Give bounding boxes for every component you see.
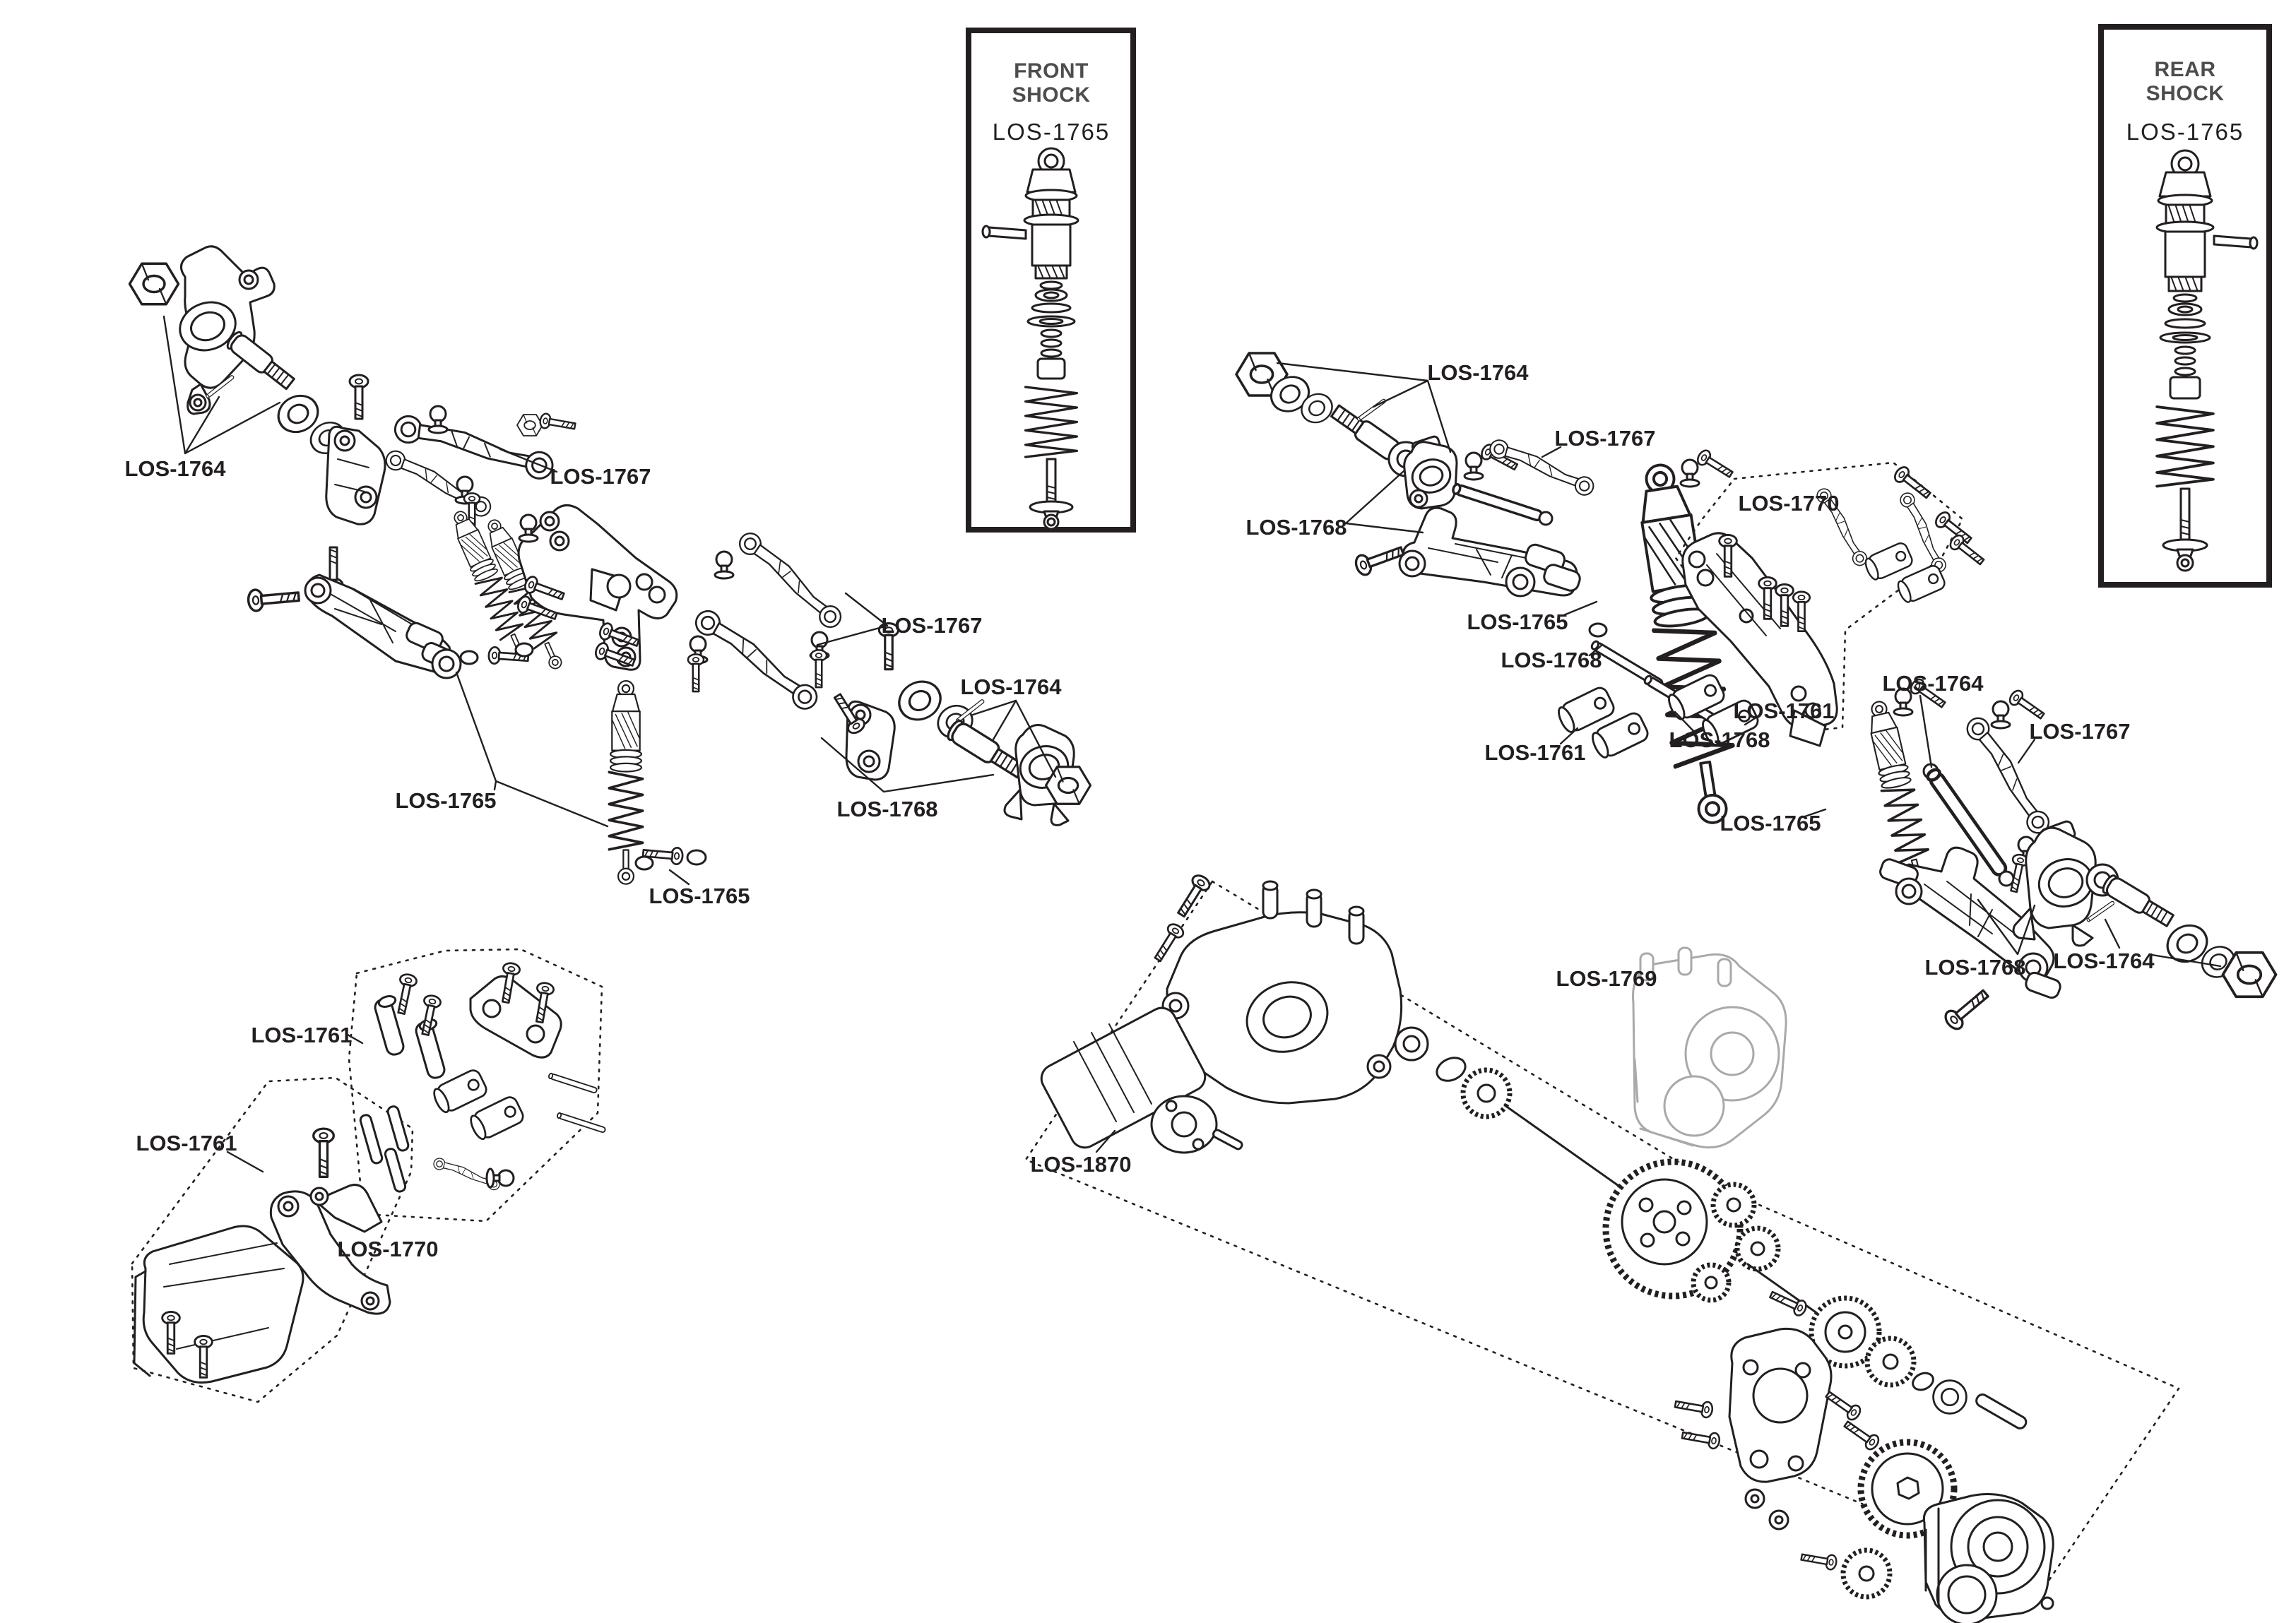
part-label-pivot-block-left: LOS-1761 [1484,740,1586,765]
camber-link [381,448,495,519]
part-label-transmission: LOS-1769 [1556,966,1657,991]
rocker-block [1895,564,1947,605]
hinge-pin [548,1073,598,1093]
part-label-front-hub-set: LOS-1768 [836,797,938,821]
wheel-nut [130,263,179,304]
ball-stud [487,1169,514,1187]
part-label-rear-shock-right: LOS-1765 [1720,811,1821,836]
part-label-skid-plate: LOS-1761 [136,1131,237,1155]
screw [350,375,368,419]
screw [1842,1417,1881,1451]
body-post-standoffs [360,973,446,1193]
plate-screw [1674,1396,1714,1418]
skid-plate [134,1226,303,1383]
pivot-block [468,1095,526,1142]
steering-link [733,529,848,631]
front-shock [609,681,643,884]
washer [516,643,533,656]
screw [811,650,827,687]
plate-screw [1681,1427,1721,1449]
front-shock-tower [516,505,676,670]
part-labels [124,360,2155,1261]
part-label-rear-right-arm: LOS-1768 [1924,955,2026,980]
arm-mount-bracket [431,962,606,1191]
wheel-nut [2223,953,2276,997]
part-label-rear-tower-group: LOS-1770 [1738,491,1840,516]
rocker-block [1863,541,1915,582]
steering-knuckle-assembly [130,246,386,591]
screw [688,654,704,691]
rear-shock-part-number: LOS-1765 [2126,119,2244,145]
screw [1823,1388,1863,1422]
ball-stud [1464,453,1483,480]
rear-shock-middle [1590,448,1744,828]
front-shock-title-line1: FRONT [1014,59,1089,83]
steering-link [689,607,824,713]
bearing [1934,1381,1967,1414]
ball-stud [519,515,538,542]
hinge-pin [557,1112,606,1133]
arm-screw [1942,986,1992,1033]
front-stub-axle [945,718,1026,780]
washer [636,857,653,869]
caster-block [326,427,385,524]
ball-stud-mount [608,575,630,598]
part-label-front-knuckle: LOS-1764 [124,456,226,481]
part-label-rear-hinge-long: LOS-1764 [1882,671,1984,696]
gearbox-housing [1924,1494,2053,1623]
screw [539,413,576,434]
lock-nut [517,415,543,436]
part-label-pivot-block-right: LOS-1761 [1733,698,1835,723]
part-label-front-axle-set: LOS-1764 [960,674,1062,699]
body-mount-braces [1812,465,1987,605]
part-label-rear-axle-top: LOS-1764 [1427,360,1529,385]
arm-screw [1354,542,1406,577]
part-label-front-camber-links: LOS-1767 [550,464,651,489]
ball-stud [429,406,447,433]
part-label-standoff-posts: LOS-1761 [251,1023,353,1047]
rear-shock-title-line2: SHOCK [2146,82,2225,105]
part-label-rear-hinge-pin-1: LOS-1768 [1501,648,1602,672]
ball-stud [1681,460,1699,487]
hinge-pin [1452,483,1543,521]
arm-screw [247,586,300,612]
part-label-rear-shock-mid: LOS-1765 [1467,610,1568,634]
ball-stud [1992,701,2010,728]
rear-shock-box [2101,27,2269,585]
part-label-rear-toe-link: LOS-1767 [1554,426,1656,451]
ball-stud [715,552,733,578]
part-label-rear-right-link: LOS-1767 [2029,719,2131,744]
front-shock-vertical [609,681,706,884]
rear-toe-link [1452,438,1597,525]
screw [1696,448,1735,482]
front-suspension-cluster [130,246,1091,884]
rear-shock-title-line1: REAR [2154,58,2216,81]
part-label-rear-hub-arm: LOS-1768 [1245,515,1347,540]
part-label-motor: LOS-1870 [1030,1152,1132,1177]
part-label-rear-hinge-pin-2: LOS-1768 [1669,727,1770,752]
washer [687,850,706,864]
rear-shock [1628,460,1745,827]
screw [2007,689,2047,723]
part-label-front-shock-single: LOS-1765 [649,884,750,908]
part-label-front-shock-pair: LOS-1765 [395,788,497,813]
front-shock-box [969,30,1133,530]
part-label-chassis-group: LOS-1770 [337,1237,439,1261]
screw [1800,1550,1837,1570]
front-shock-title-line2: SHOCK [1012,83,1091,107]
part-label-front-steer-links: LOS-1767 [881,613,983,638]
caster-block [846,701,894,780]
washer [1590,624,1606,636]
front-lower-arm [247,575,461,678]
front-shock-part-number: LOS-1765 [992,119,1111,145]
part-label-rear-axle-bottom: LOS-1764 [2053,949,2155,973]
case-screw [1173,872,1212,919]
screw [393,973,418,1015]
motor-plate-assembly [1674,1328,2054,1623]
chassis-mount-cluster [132,949,606,1402]
screw [314,1129,334,1177]
washer [461,651,478,664]
